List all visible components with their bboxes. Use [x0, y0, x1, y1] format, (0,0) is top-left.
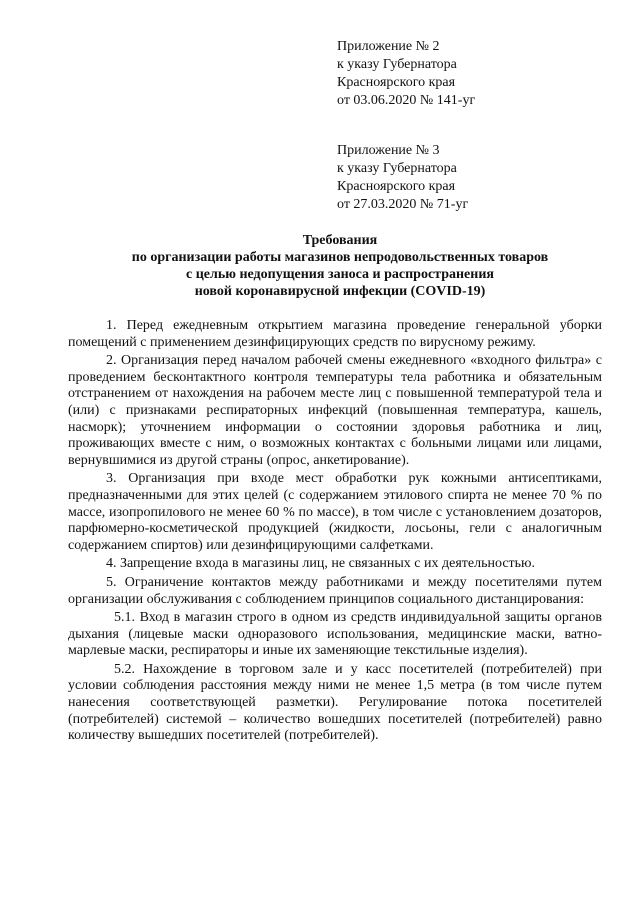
document-title [60, 232, 620, 300]
annex-2-region: Красноярского края [337, 75, 456, 90]
annex-3-number: Приложение № 3 [337, 143, 440, 158]
annex-3-region: Красноярского края [337, 179, 456, 194]
title-line-2: по организации работы магазинов непродовольственных товаров [131, 250, 549, 265]
annex-3-date: от 27.03.2020 № 71-уг [337, 197, 469, 212]
paragraph-5-1: 5.1. Вход в магазин строго в одном из средств индивидуальной защиты органов дыхания (лицевые маски одноразового использования, медицинские маски, ватно-марлевые маски, респираторы и иные их заменяющие текстильные изделия). [68, 610, 602, 659]
title-line-3: с целью недопущения заноса и распространения [186, 267, 494, 282]
paragraph-3: 3. Организация при входе мест обработки рук кожными антисептиками, предназначенными для этих целей (с содержанием этилового спирта не менее 70 % по массе, изопропилового не менее 60 % по массе), в том числе с установлением дозаторов, парфюмерно-косметической продукцией (жидкости, лосьоны, гели с аналогичным содержанием спиртов) или дезинфицирующими салфетками. [68, 471, 602, 553]
title-line-4: новой коронавирусной инфекции (COVID-19) [194, 284, 486, 299]
annex-3-header [337, 142, 468, 214]
annex-2-date: от 03.06.2020 № 141-уг [337, 93, 476, 108]
paragraph-5: 5. Ограничение контактов между работниками и между посетителями путем организации обслуживания с соблюдением принципов социального дистанцирования: [68, 574, 602, 607]
annex-3-decree: к указу Губернатора [337, 161, 457, 176]
paragraph-1: 1. Перед ежедневным открытием магазина проведение генеральной уборки помещений с применением дезинфицирующих средств по вирусному режиму. [68, 318, 602, 350]
paragraph-5-2: 5.2. Нахождение в торговом зале и у касс посетителей (потребителей) при условии соблюдения расстояния между ними не менее 1,5 метра (в том числе путем нанесения соответствующей разметки). Регулирование потока посетителей (потребителей) системой – количество вошедших посетителей (потребителей) равно количеству вышедших посетителей (потребителей). [68, 661, 602, 744]
document-body [68, 318, 602, 747]
annex-2-header [337, 38, 475, 110]
paragraph-4: 4. Запрещение входа в магазины лиц, не связанных с их деятельностью. [106, 556, 536, 572]
annex-2-decree: к указу Губернатора [337, 57, 457, 72]
annex-2-number: Приложение № 2 [337, 39, 440, 54]
paragraph-2: 2. Организация перед началом рабочей смены ежедневного «входного фильтра» с проведением бесконтактного контроля температуры тела работника и обязательным отстранением от нахождения на рабочем месте лиц с повышенной температурой тела и (или) с признаками респираторных инфекций (повышенная температура, кашель, насморк); уточнением информации о состоянии здоровья работника и лиц, проживающих вместе с ним, о возможных контактах с больными лицами или лицами, вернувшимися из другой страны (опрос, анкетирование). [68, 353, 602, 468]
title-line-1: Требования [302, 233, 378, 248]
